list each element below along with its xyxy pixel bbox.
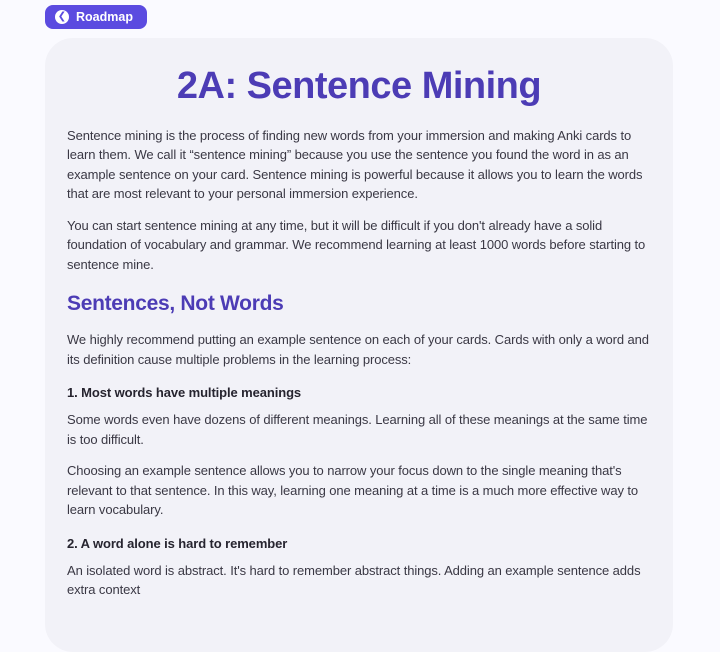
roadmap-back-button[interactable] bbox=[45, 5, 147, 29]
arrow-left-circle-icon: ❮ bbox=[55, 10, 69, 24]
paragraph-meanings-1: Some words even have dozens of different meanings. Learning all of these meanings at the same time is too difficult. bbox=[67, 412, 648, 447]
paragraph-meanings-2: Choosing an example sentence allows you to narrow your focus down to the single meaning that's relevant to that sentence. In this way, learning one meaning at a time is a much more effective way to learn vocabulary. bbox=[67, 463, 639, 518]
roadmap-back-button-label: Roadmap bbox=[76, 9, 133, 24]
paragraph-abstract: An isolated word is abstract. It's hard to remember abstract things. Adding an example sentence adds extra context bbox=[67, 562, 641, 598]
subheading-multiple-meanings: 1. Most words have multiple meanings bbox=[67, 385, 302, 401]
paragraph-intro-1: Sentence mining is the process of finding new words from your immersion and making Anki cards to learn them. We call it “sentence mining” because you use the sentence you found the word in as an example sentence on your card. Sentence mining is powerful because it allows you to learn the words that are most relevant to your personal immersion experience. bbox=[67, 127, 643, 202]
section-heading-sentences-not-words: Sentences, Not Words bbox=[67, 292, 284, 316]
paragraph-recommend: We highly recommend putting an example sentence on each of your cards. Cards with only a word and its definition cause multiple problems in the learning process: bbox=[67, 332, 649, 367]
page-title: 2A: Sentence Mining bbox=[176, 65, 542, 107]
subheading-hard-to-remember: 2. A word alone is hard to remember bbox=[67, 535, 288, 551]
article-card bbox=[45, 38, 673, 652]
paragraph-intro-2: You can start sentence mining at any time, but it will be difficult if you don't already have a solid foundation of vocabulary and grammar. We recommend learning at least 1000 words before starting to sentence mine. bbox=[67, 217, 646, 272]
